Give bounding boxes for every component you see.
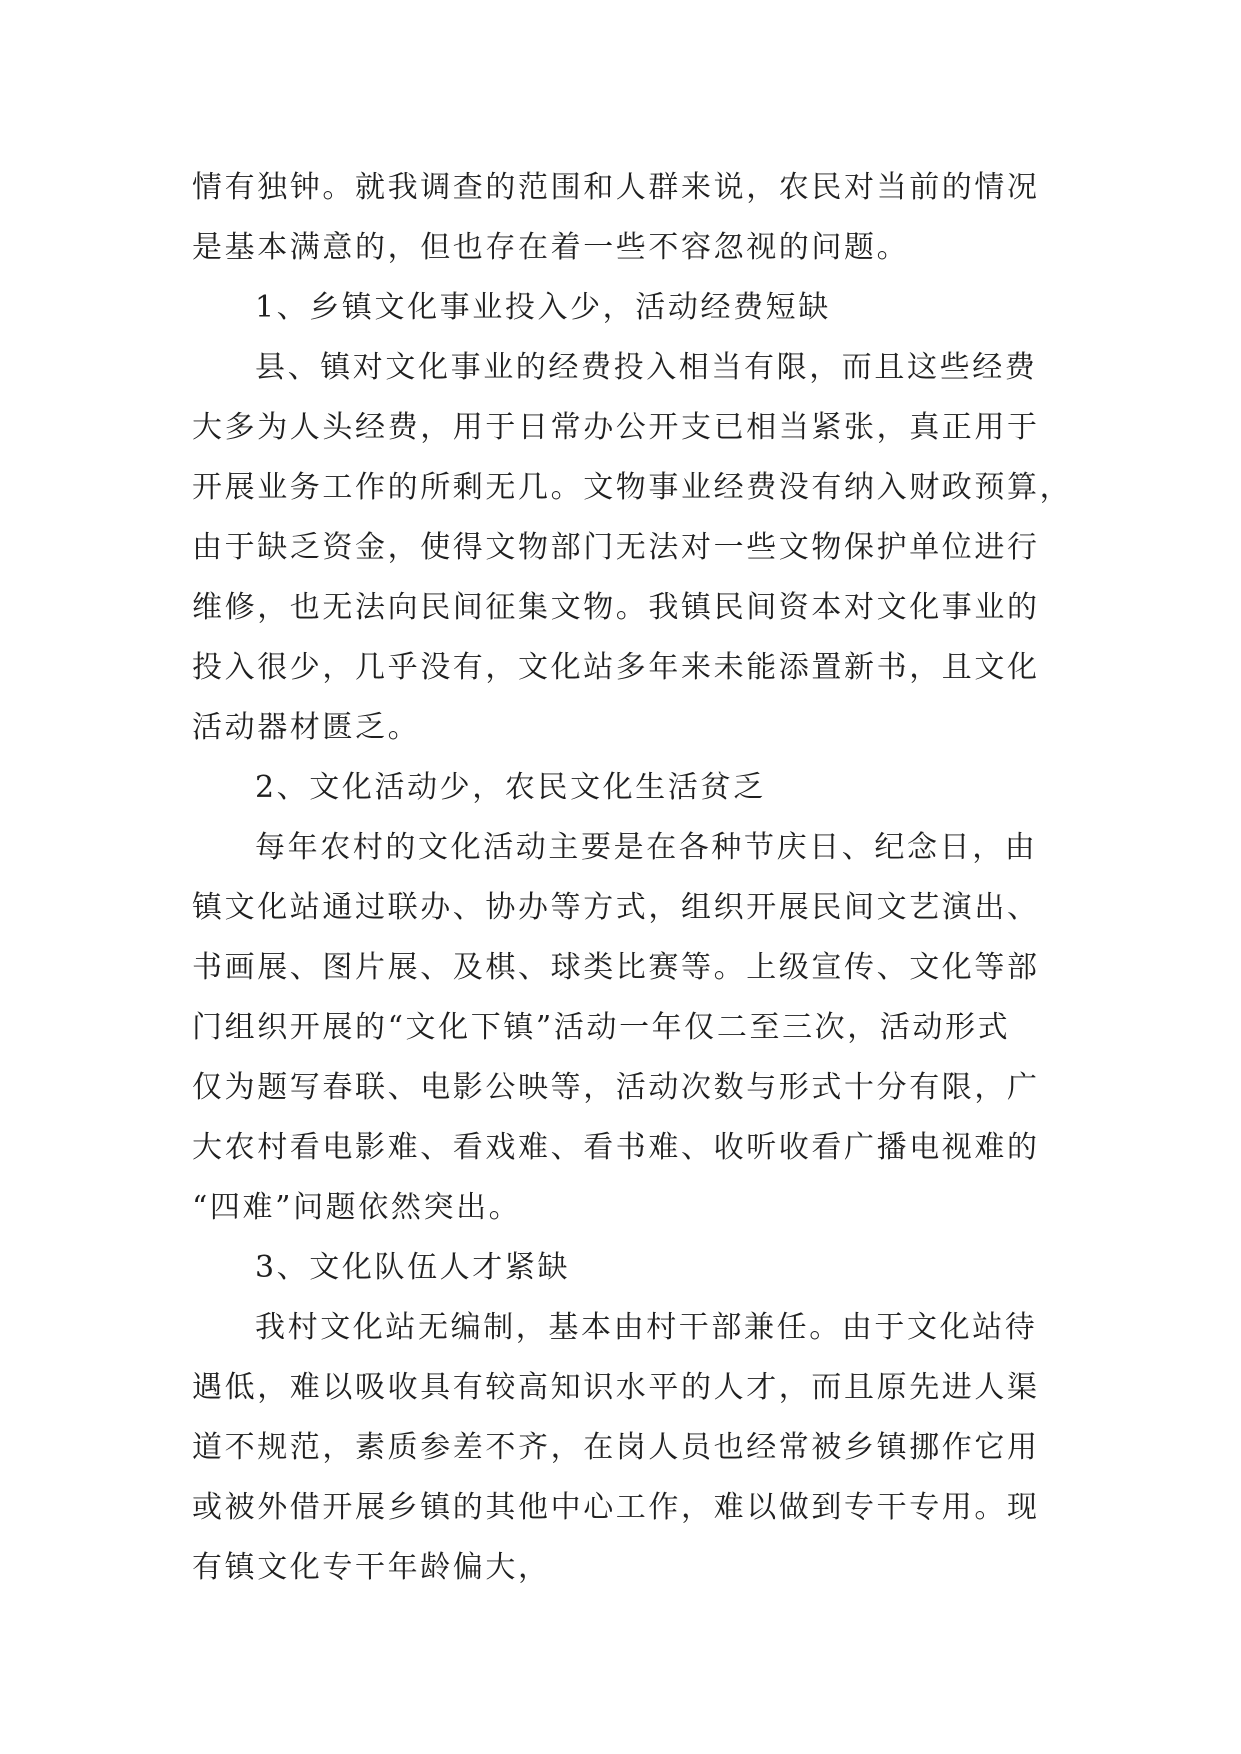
text-line: 情有独钟。就我调查的范围和人群来说，农民对当前的情况	[192, 170, 1040, 205]
text-line: 3、文化队伍人才紧缺	[255, 1250, 571, 1285]
text-line: 或被外借开展乡镇的其他中心工作，难以做到专干专用。现	[192, 1490, 1040, 1525]
text-line: 有镇文化专干年龄偏大，	[192, 1550, 551, 1585]
text-line: 1、乡镇文化事业投入少，活动经费短缺	[255, 290, 831, 325]
text-line: 仅为题写春联、电影公映等，活动次数与形式十分有限，广	[192, 1070, 1040, 1105]
text-line: “四难”问题依然突出。	[192, 1190, 522, 1225]
text-line: 由于缺乏资金，使得文物部门无法对一些文物保护单位进行	[192, 530, 1040, 565]
text-line: 2、文化活动少，农民文化生活贫乏	[255, 770, 766, 805]
text-line: 维修，也无法向民间征集文物。我镇民间资本对文化事业的	[192, 590, 1040, 625]
text-line: 大农村看电影难、看戏难、看书难、收听收看广播电视难的	[192, 1130, 1040, 1165]
text-line: 镇文化站通过联办、协办等方式，组织开展民间文艺演出、	[192, 890, 1040, 925]
text-line: 门组织开展的“文化下镇”活动一年仅二至三次，活动形式	[192, 1010, 1011, 1045]
text-line: 是基本满意的，但也存在着一些不容忽视的问题。	[192, 230, 910, 265]
text-line: 开展业务工作的所剩无几。文物事业经费没有纳入财政预算，	[192, 470, 1073, 505]
text-line: 书画展、图片展、及棋、球类比赛等。上级宣传、文化等部	[192, 950, 1040, 985]
text-line: 道不规范，素质参差不齐，在岗人员也经常被乡镇挪作它用	[192, 1430, 1040, 1465]
text-line: 遇低，难以吸收具有较高知识水平的人才，而且原先进人渠	[192, 1370, 1040, 1405]
text-line: 我村文化站无编制，基本由村干部兼任。由于文化站待	[255, 1310, 1038, 1345]
text-line: 县、镇对文化事业的经费投入相当有限，而且这些经费	[255, 350, 1038, 385]
text-line: 投入很少，几乎没有，文化站多年来未能添置新书，且文化	[192, 650, 1040, 685]
document-body	[192, 158, 1073, 1598]
text-line: 每年农村的文化活动主要是在各种节庆日、纪念日，由	[255, 830, 1038, 865]
text-line: 活动器材匮乏。	[192, 710, 421, 745]
text-line: 大多为人头经费，用于日常办公开支已相当紧张，真正用于	[192, 410, 1040, 445]
